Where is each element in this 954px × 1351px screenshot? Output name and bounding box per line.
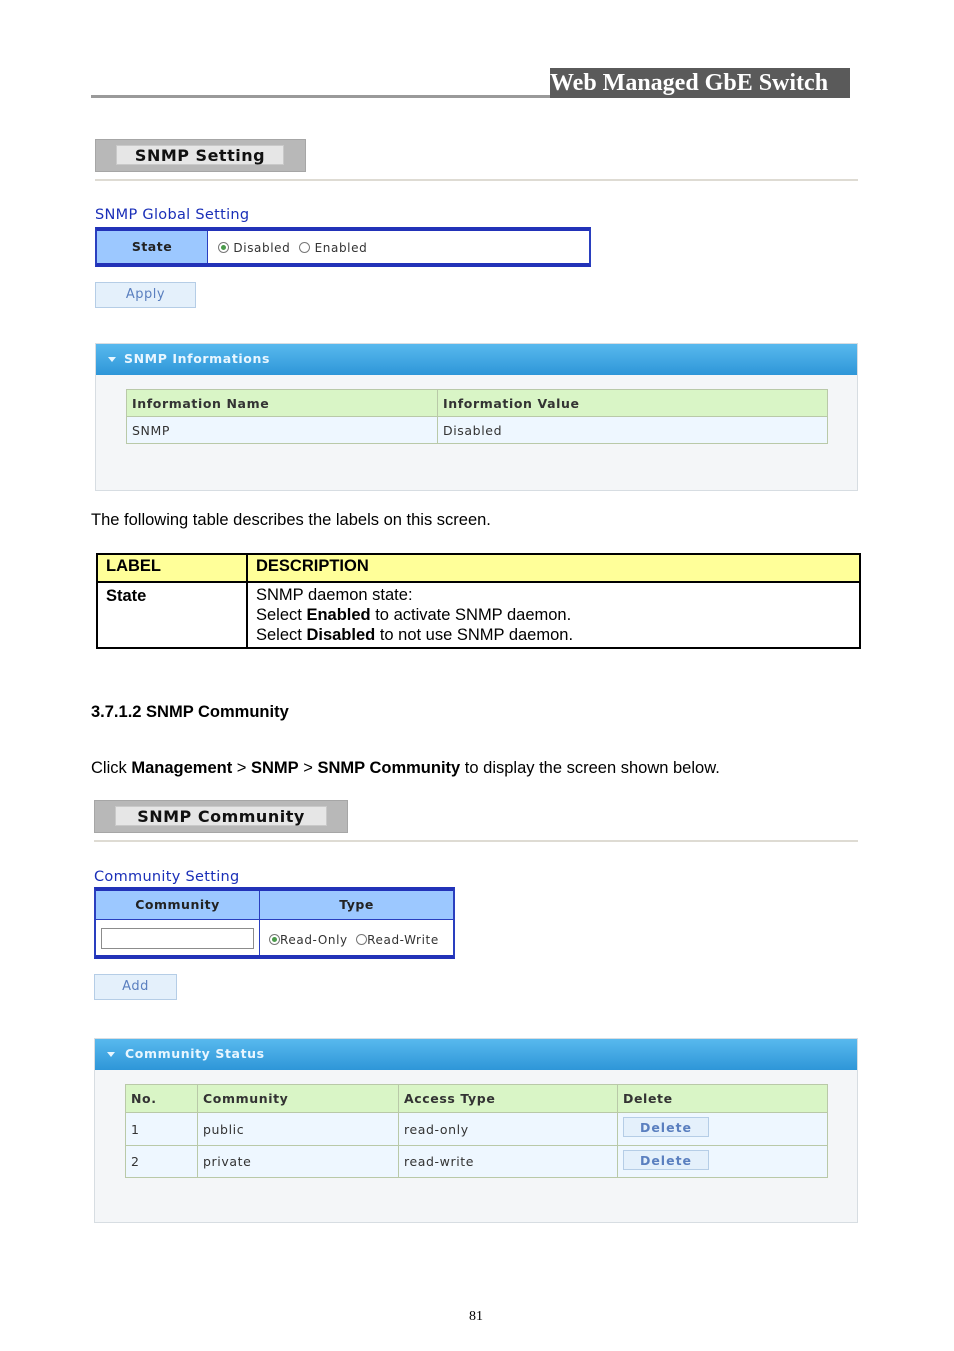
label-column-header: LABEL	[97, 554, 247, 582]
community-name: public	[198, 1113, 399, 1146]
access-type: read-only	[399, 1113, 618, 1146]
table-cell: Disabled	[438, 417, 828, 444]
add-button[interactable]: Add	[94, 974, 177, 1000]
description-line: Select Disabled to not use SNMP daemon.	[256, 626, 574, 644]
collapse-arrow-icon[interactable]	[107, 1052, 115, 1057]
read-write-label: Read-Write	[367, 933, 439, 947]
navigation-instruction: Click Management > SNMP > SNMP Community to display the screen shown below.	[91, 759, 720, 777]
snmp-global-setting-heading: SNMP Global Setting	[95, 207, 250, 223]
snmp-community-banner-title: SNMP Community	[115, 806, 327, 826]
apply-button[interactable]: Apply	[95, 282, 196, 308]
community-setting-heading: Community Setting	[94, 869, 240, 885]
read-write-radio[interactable]	[356, 934, 367, 945]
row-number: 1	[126, 1113, 198, 1146]
panel-header	[95, 1039, 857, 1070]
type-radio-group	[269, 933, 439, 947]
state-disabled-radio[interactable]	[218, 242, 229, 253]
community-status-panel	[94, 1038, 858, 1223]
state-radio-group	[218, 241, 367, 255]
label-description-table	[96, 553, 861, 649]
access-type: read-write	[399, 1146, 618, 1178]
header-rule	[91, 95, 550, 98]
delete-button[interactable]: Delete	[623, 1117, 709, 1137]
table-cell: SNMP	[127, 417, 438, 444]
community-setting-form	[94, 887, 455, 959]
panel-title: SNMP Informations	[124, 351, 271, 366]
state-label: State	[97, 231, 208, 263]
column-header: Delete	[618, 1085, 828, 1113]
table-row	[97, 582, 860, 648]
page-number: 81	[469, 1309, 483, 1324]
state-disabled-label: Disabled	[233, 241, 291, 255]
row-description	[247, 582, 860, 648]
read-only-radio[interactable]	[269, 934, 280, 945]
community-name: private	[198, 1146, 399, 1178]
snmp-informations-panel	[95, 343, 858, 491]
snmp-setting-banner	[95, 139, 306, 172]
state-enabled-label: Enabled	[314, 241, 368, 255]
column-header: Access Type	[399, 1085, 618, 1113]
section-divider	[94, 840, 858, 842]
section-heading: 3.7.1.2 SNMP Community	[91, 703, 289, 721]
snmp-global-setting-form	[95, 227, 591, 267]
column-header: Information Name	[127, 390, 438, 417]
document-title: Web Managed GbE Switch	[550, 68, 850, 98]
panel-title: Community Status	[125, 1046, 265, 1061]
column-header: No.	[126, 1085, 198, 1113]
community-name-input[interactable]	[101, 928, 254, 949]
column-divider	[259, 920, 260, 955]
snmp-setting-banner-title: SNMP Setting	[116, 145, 284, 165]
row-number: 2	[126, 1146, 198, 1178]
community-status-table	[125, 1084, 828, 1178]
delete-button[interactable]: Delete	[623, 1150, 709, 1170]
description-column-header: DESCRIPTION	[247, 554, 860, 582]
table-row	[127, 417, 828, 444]
community-column-label: Community	[96, 891, 260, 920]
panel-header	[96, 344, 857, 375]
column-header: Information Value	[438, 390, 828, 417]
read-only-label: Read-Only	[280, 933, 348, 947]
table-row	[126, 1146, 828, 1178]
intro-paragraph: The following table describes the labels on this screen.	[91, 511, 491, 529]
collapse-arrow-icon[interactable]	[108, 357, 116, 362]
section-divider	[95, 179, 858, 181]
table-row	[126, 1113, 828, 1146]
row-label: State	[97, 582, 247, 648]
snmp-community-banner	[94, 800, 348, 833]
description-line: SNMP daemon state:	[256, 586, 413, 604]
type-column-label: Type	[260, 891, 453, 920]
description-line: Select Enabled to activate SNMP daemon.	[256, 606, 572, 624]
snmp-info-table	[126, 389, 828, 444]
column-header: Community	[198, 1085, 399, 1113]
state-enabled-radio[interactable]	[299, 242, 310, 253]
